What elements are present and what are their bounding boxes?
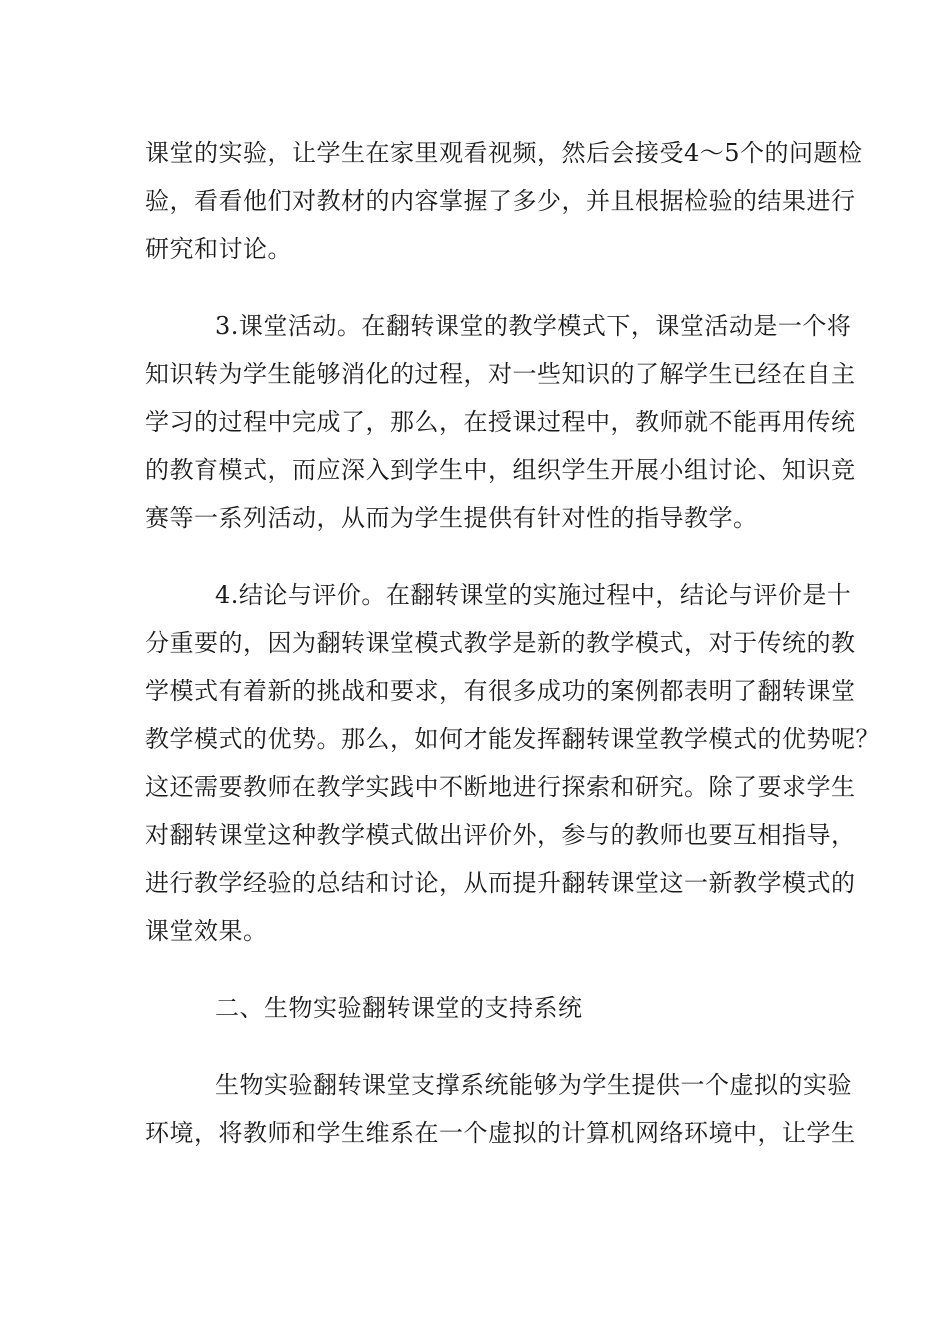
p2-line-1: 3.课堂活动。在翻转课堂的教学模式下，课堂活动是一个将 — [215, 312, 852, 340]
p2-line-2: 知识转为学生能够消化的过程，对一些知识的了解学生已经在自主 — [145, 360, 856, 388]
p2-line-5: 赛等一系列活动，从而为学生提供有针对性的指导教学。 — [145, 504, 758, 532]
p4-line-2: 环境，将教师和学生维系在一个虚拟的计算机网络环境中，让学生 — [145, 1119, 856, 1147]
p3-line-8: 课堂效果。 — [145, 917, 268, 945]
p2-line-4: 的教育模式，而应深入到学生中，组织学生开展小组讨论、知识竞 — [145, 456, 856, 484]
p4-line-1: 生物实验翻转课堂支撑系统能够为学生提供一个虚拟的实验 — [215, 1071, 852, 1099]
p3-line-5: 这还需要教师在教学实践中不断地进行探索和研究。除了要求学生 — [145, 773, 856, 801]
p1-line-3: 研究和讨论。 — [145, 235, 292, 263]
p1-line-2: 验，看看他们对教材的内容掌握了多少，并且根据检验的结果进行 — [145, 187, 856, 215]
p3-line-4: 教学模式的优势。那么，如何才能发挥翻转课堂教学模式的优势呢？ — [145, 725, 880, 753]
p1-line-1: 课堂的实验，让学生在家里观看视频，然后会接受4～5个的问题检 — [145, 139, 863, 167]
p3-line-7: 进行教学经验的总结和讨论，从而提升翻转课堂这一新教学模式的 — [145, 869, 856, 897]
p3-line-6: 对翻转课堂这种教学模式做出评价外，参与的教师也要互相指导， — [145, 821, 856, 849]
p3-line-1: 4.结论与评价。在翻转课堂的实施过程中，结论与评价是十 — [215, 581, 852, 609]
p2-line-3: 学习的过程中完成了，那么，在授课过程中，教师就不能再用传统 — [145, 408, 856, 436]
p3-line-3: 学模式有着新的挑战和要求，有很多成功的案例都表明了翻转课堂 — [145, 677, 856, 705]
section-heading: 二、生物实验翻转课堂的支持系统 — [215, 994, 583, 1022]
p3-line-2: 分重要的，因为翻转课堂模式教学是新的教学模式，对于传统的教 — [145, 629, 856, 657]
